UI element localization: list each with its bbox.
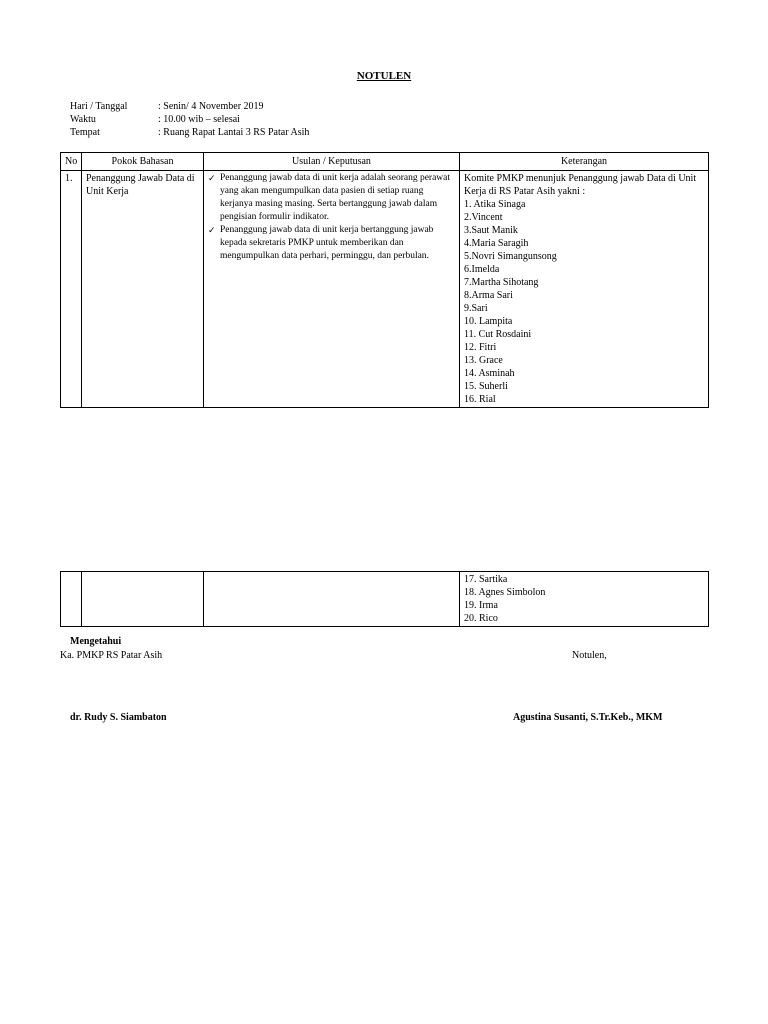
row-notes: [460, 171, 709, 408]
right-signer-name: Agustina Susanti, S.Tr.Keb., MKM: [513, 712, 663, 723]
header-note: Keterangan: [460, 153, 709, 171]
list-item: 10. Lampita: [464, 316, 513, 327]
meta-value: : Ruang Rapat Lantai 3 RS Patar Asih: [158, 127, 310, 138]
list-item: 16. Rial: [464, 394, 496, 405]
list-item: 12. Fitri: [464, 342, 497, 353]
meta-value: : Senin/ 4 November 2019: [158, 101, 264, 112]
meta-label: Hari / Tanggal: [70, 101, 128, 112]
table-row: [61, 171, 709, 408]
list-item: 5.Novri Simangunsong: [464, 251, 557, 262]
names-list: [464, 573, 704, 625]
list-item: 20. Rico: [464, 613, 498, 624]
checkmark-icon: ✓: [208, 225, 216, 235]
row-number: [61, 572, 82, 627]
row-number: 1.: [61, 171, 82, 408]
list-item: [208, 172, 455, 224]
meta-label: Tempat: [70, 127, 100, 138]
list-item: 14. Asminah: [464, 368, 515, 379]
note-intro: Komite PMKP menunjuk Penanggung jawab Data di Unit Kerja di RS Patar Asih yakni :: [464, 173, 697, 197]
names-list: [464, 198, 704, 406]
minutes-table-continued: [60, 571, 709, 627]
meta-row-date: [70, 100, 470, 113]
document-title: NOTULEN: [356, 70, 412, 82]
checkmark-icon: ✓: [208, 173, 216, 183]
left-signer-name: dr. Rudy S. Siambaton: [70, 712, 167, 723]
row-decisions: [204, 171, 460, 408]
list-item: [208, 224, 455, 263]
list-item: 17. Sartika: [464, 574, 508, 585]
acknowledged-heading: Mengetahui: [70, 636, 122, 647]
meta-value: : 10.00 wib – selesai: [158, 114, 240, 125]
list-item: 6.Imelda: [464, 264, 500, 275]
list-item: 8.Arma Sari: [464, 290, 513, 301]
row-topic: Penanggung Jawab Data di Unit Kerja: [82, 171, 204, 408]
list-item: 4.Maria Saragih: [464, 238, 529, 249]
list-item: 15. Suherli: [464, 381, 508, 392]
meta-row-time: [70, 113, 470, 126]
list-item: 1. Atika Sinaga: [464, 199, 526, 210]
meta-label: Waktu: [70, 114, 96, 125]
header-topic: Pokok Bahasan: [82, 153, 204, 171]
left-signer-role: Ka. PMKP RS Patar Asih: [60, 650, 163, 661]
list-item: 18. Agnes Simbolon: [464, 587, 546, 598]
list-item: 9.Sari: [464, 303, 488, 314]
minutes-table: [60, 152, 709, 408]
row-notes: [460, 572, 709, 627]
header-decision: Usulan / Keputusan: [204, 153, 460, 171]
meta-row-place: [70, 126, 470, 139]
list-item: 19. Irma: [464, 600, 498, 611]
meeting-info: [70, 100, 470, 139]
decision-text: Penanggung jawab data di unit kerja adalah seorang perawat yang akan mengumpulkan data pasien di setiap ruang kerjanya masing masing. Serta bertanggung jawab dalam pengisian formulir indikator.: [220, 173, 451, 222]
table-row: [61, 572, 709, 627]
list-item: 13. Grace: [464, 355, 503, 366]
list-item: 11. Cut Rosdaini: [464, 329, 532, 340]
table-header-row: [61, 153, 709, 171]
right-signer-role: Notulen,: [572, 650, 607, 661]
header-no: No: [61, 153, 82, 171]
list-item: 2.Vincent: [464, 212, 503, 223]
decision-text: Penanggung jawab data di unit kerja bertanggung jawab kepada sekretaris PMKP untuk memberikan dan mengumpulkan data perhari, perminggu, dan perbulan.: [220, 225, 434, 261]
row-topic: [82, 572, 204, 627]
row-decisions: [204, 572, 460, 627]
decision-list: [208, 172, 455, 263]
list-item: 7.Martha Sihotang: [464, 277, 539, 288]
list-item: 3.Saut Manik: [464, 225, 518, 236]
